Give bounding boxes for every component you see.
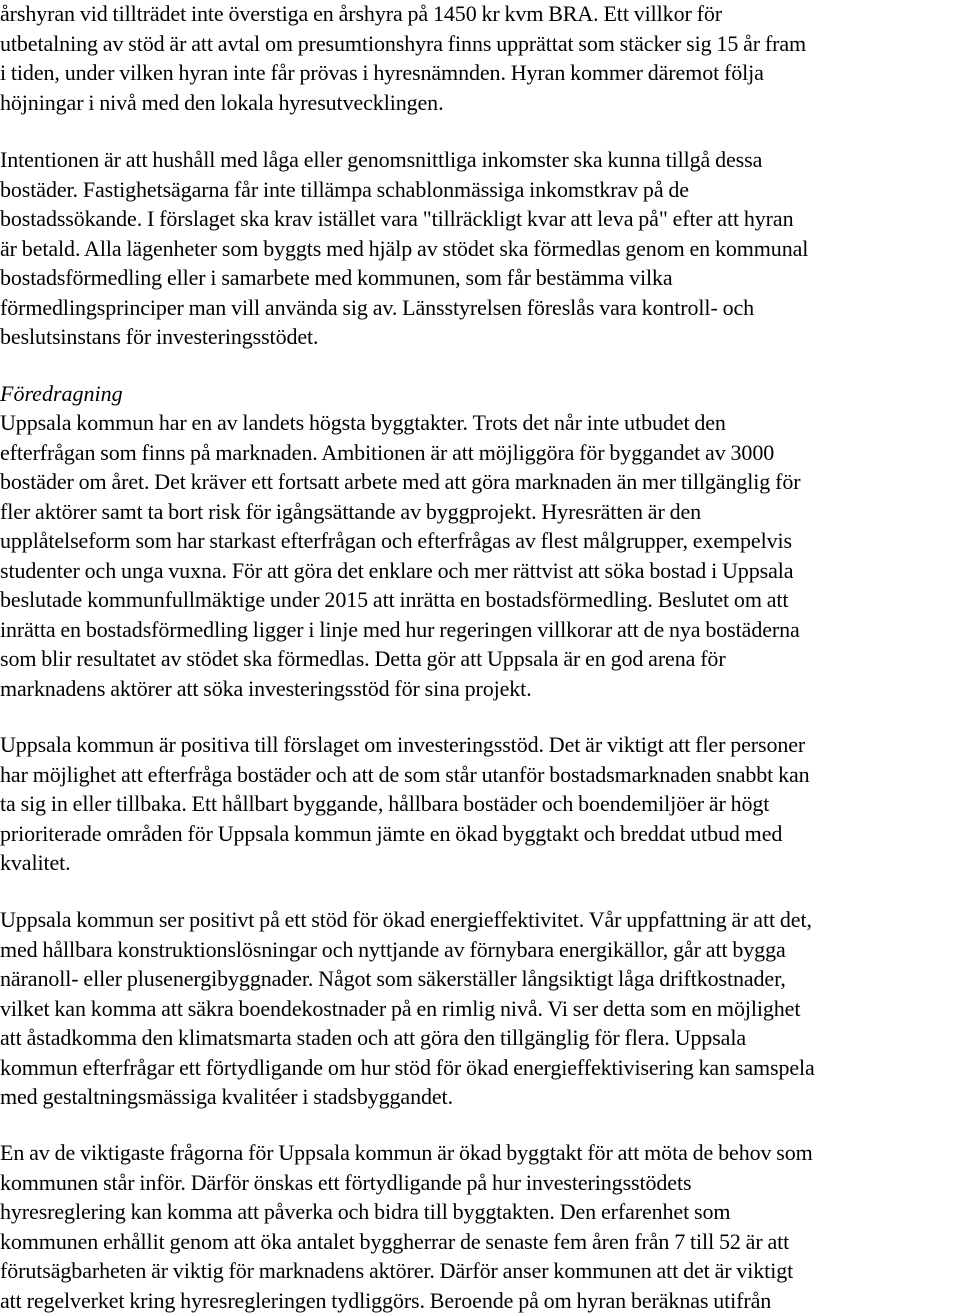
text-line: Uppsala kommun är positiva till förslaget om investeringsstöd. Det är viktigt att fler personer [0,732,806,757]
text-line: Uppsala kommun ser positivt på ett stöd för ökad energieffektivitet. Vår uppfattning är att det, [0,907,812,932]
text-line: har möjlighet att efterfråga bostäder och att de som står utanför bostadsmarknaden snabbt kan [0,761,810,787]
text-line: bostadsförmedling eller i samarbete med kommunen, som får bestämma vilka [0,265,673,290]
text-line: bostäder. Fastighetsägarna får inte tillämpa schablonmässiga inkomstkrav på de [0,176,689,202]
text-line: med gestaltningsmässiga kvalitéer i stadsbyggandet. [0,1084,453,1109]
text-line: höjningar i nivå med den lokala hyresutvecklingen. [0,89,444,115]
text-line: bostäder om året. Det kräver ett fortsatt arbete med att göra marknaden än mer tillgänglig för [0,469,801,494]
text-line: ta sig in eller tillbaka. Ett hållbart byggande, hållbara bostäder och boendemiljöer är högt [0,791,770,816]
paragraph-intention [0,145,960,352]
section-heading: Föredragning [0,381,123,406]
text-line: Intentionen är att hushåll med låga eller genomsnittliga inkomster ska kunna tillgå dessa [0,147,763,172]
text-line: efterfrågan som finns på marknaden. Ambitionen är att möjliggöra för byggandet av 3000 [0,439,775,465]
text-line: kvalitet. [0,850,71,875]
paragraph-building-rate [0,408,960,703]
text-line: beslutsinstans för investeringsstödet. [0,324,319,349]
paragraph-key-questions [0,1138,960,1314]
text-line: hyresreglering kan komma att påverka och bidra till byggtakten. Den erfarenhet som [0,1199,731,1224]
text-line: att regelverket kring hyresregleringen tydliggörs. Beroende på om hyran beräknas utifrån [0,1287,772,1313]
text-line: beslutade kommunfullmäktige under 2015 att inrätta en bostadsförmedling. Beslutet om att [0,587,789,612]
text-line: inrätta en bostadsförmedling ligger i linje med hur regeringen villkorar att de nya bostäderna [0,616,800,642]
text-line: fler aktörer samt ta bort risk för igångsättande av byggprojekt. Hyresrätten är den [0,498,702,524]
text-line: vilket kan komma att säkra boendekostnader på en rimlig nivå. Vi ser detta som en möjlighet [0,995,801,1021]
text-line: som blir resultatet av stödet ska förmedlas. Detta gör att Uppsala är en god arena för [0,646,726,671]
text-line: studenter och unga vuxna. För att göra det enklare och mer rättvist att söka bostad i Uppsala [0,557,794,583]
text-line: kommun efterfrågar ett förtydligande om hur stöd för ökad energieffektivisering kan samspela [0,1054,815,1080]
text-line: förutsägbarheten är viktig för marknadens aktörer. Därför anser kommunen att det är viktigt [0,1258,794,1283]
text-line: En av de viktigaste frågorna för Uppsala kommun är ökad byggtakt för att möta de behov som [0,1140,813,1165]
paragraph-rent-conditions [0,0,960,117]
text-line: upplåtelseform som har starkast efterfrågan och efterfrågas av flest målgrupper, exempelvis [0,528,792,553]
text-line: utbetalning av stöd är att avtal om presumtionshyra finns upprättat som stäcker sig 15 år fram [0,30,807,56]
text-line: prioriterade områden för Uppsala kommun jämte en ökad byggtakt och breddat utbud med [0,820,783,846]
paragraph-positive-investment [0,730,960,878]
text-line: näranoll- eller plusenergibyggnader. Något som säkerställer långsiktigt låga driftkostnader, [0,966,786,991]
text-line: är betald. Alla lägenheter som byggts med hjälp av stödet ska förmedlas genom en kommunal [0,235,809,261]
text-line: årshyran vid tillträdet inte överstiga en årshyra på 1450 kr kvm BRA. Ett villkor för [0,1,722,26]
text-line: Uppsala kommun har en av landets högsta byggtakter. Trots det når inte utbudet den [0,410,726,435]
text-line: i tiden, under vilken hyran inte får prövas i hyresnämnden. Hyran kommer däremot följa [0,60,764,85]
text-line: bostadssökande. I förslaget ska krav istället vara "tillräckligt kvar att leva på" efter att hyran [0,206,794,231]
text-line: förmedlingsprinciper man vill använda sig av. Länsstyrelsen föreslås vara kontroll- och [0,294,755,320]
text-line: med hållbara konstruktionslösningar och nyttjande av förnybara energikällor, går att bygga [0,936,786,962]
text-line: att åstadkomma den klimatsmarta staden och att göra den tillgänglig för flera. Uppsala [0,1025,746,1050]
text-line: kommunen erhållit genom att öka antalet byggherrar de senaste fem åren från 7 till 52 är att [0,1228,790,1254]
text-line: marknadens aktörer att söka investeringsstöd för sina projekt. [0,675,532,701]
text-line: kommunen står inför. Därför önskas ett förtydligande på hur investeringsstödets [0,1169,692,1195]
paragraph-energy-efficiency [0,905,960,1112]
